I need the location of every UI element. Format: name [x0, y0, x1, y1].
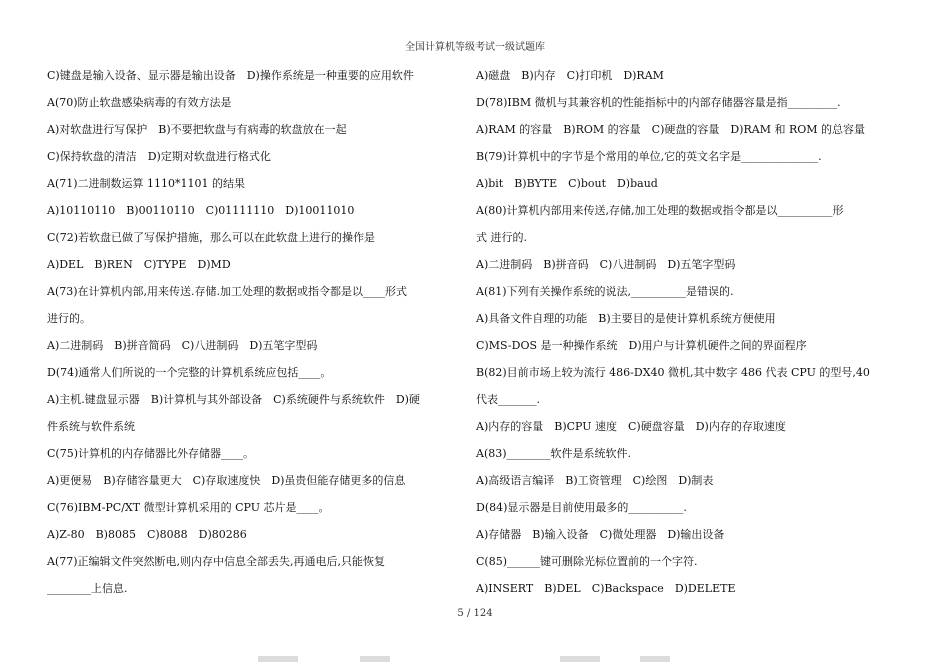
text-line: 进行的。 [47, 312, 91, 325]
text-line: C)键盘是输入设备、显示器是输出设备 D)操作系统是一种重要的应用软件 [47, 69, 414, 82]
left-text-column [47, 62, 462, 602]
text-line: C(85)______键可删除光标位置前的一个字符. [476, 555, 698, 568]
text-line: A)RAM 的容量 B)ROM 的容量 C)硬盘的容量 D)RAM 和 ROM 的总容量 [476, 123, 866, 136]
text-line: C(76)IBM-PC/XT 微型计算机采用的 CPU 芯片是____。 [47, 501, 330, 514]
text-line: A(83)________软件是系统软件. [476, 447, 632, 460]
text-line: D(84)显示器是目前使用最多的__________. [476, 501, 687, 514]
text-line: C)MS-DOS 是一种操作系统 D)用户与计算机硬件之间的界面程序 [476, 339, 807, 352]
text-line: A(70)防止软盘感染病毒的有效方法是 [47, 96, 232, 109]
text-line: 件系统与软件系统 [47, 420, 135, 433]
text-line: C(72)若软盘已做了写保护措施，那么可以在此软盘上进行的操作是 [47, 231, 375, 244]
text-line: A)DEL B)REN C)TYPE D)MD [47, 258, 231, 271]
page-header-title: 全国计算机等级考试一级试题库 [405, 42, 545, 53]
right-text-column [476, 62, 896, 602]
text-line: A(80)计算机内部用来传送,存储,加工处理的数据或指令都是以__________形 [476, 204, 844, 217]
text-line: A)二进制码 B)拼音码 C)八进制码 D)五笔字型码 [476, 258, 736, 271]
text-line: A)更便易 B)存储容量更大 C)存取速度快 D)虽贵但能存储更多的信息 [47, 474, 406, 487]
text-line: 代表_______. [476, 393, 540, 406]
text-line: A)INSERT B)DEL C)Backspace D)DELETE [476, 582, 736, 595]
text-line: A(73)在计算机内部,用来传送.存储.加工处理的数据或指令都是以____形式 [47, 285, 408, 298]
text-line: A(77)正编辑文件突然断电,则内存中信息全部丢失,再通电后,只能恢复 [47, 555, 386, 568]
page-number: 5 / 124 [457, 608, 493, 619]
text-line: A)高级语言编译 B)工资管理 C)绘图 D)制表 [476, 474, 714, 487]
scan-artifact [258, 656, 298, 662]
text-line: B(79)计算机中的字节是个常用的单位,它的英文名字是______________. [476, 150, 822, 163]
text-line: 式 进行的. [476, 231, 527, 244]
text-line: A)存储器 B)输入设备 C)微处理器 D)输出设备 [476, 528, 725, 541]
text-line: A)bit B)BYTE C)bout D)baud [476, 177, 658, 190]
text-line: C)保持软盘的清洁 D)定期对软盘进行格式化 [47, 150, 271, 163]
text-line: D(78)IBM 微机与其兼容机的性能指标中的内部存储器容量是指_________. [476, 96, 841, 109]
text-line: A)Z-80 B)8085 C)8088 D)80286 [47, 528, 247, 541]
text-line: A)主机.键盘显示器 B)计算机与其外部设备 C)系统硬件与系统软件 D)硬 [47, 393, 420, 406]
text-line: A)磁盘 B)内存 C)打印机 D)RAM [476, 69, 664, 82]
text-line: A)对软盘进行写保护 B)不要把软盘与有病毒的软盘放在一起 [47, 123, 347, 136]
text-line: A)二进制码 B)拼音简码 C)八进制码 D)五笔字型码 [47, 339, 318, 352]
text-line: A)内存的容量 B)CPU 速度 C)硬盘容量 D)内存的存取速度 [476, 420, 786, 433]
text-line: A)具备文件自理的功能 B)主要目的是使计算机系统方便使用 [476, 312, 776, 325]
next-page-edge [0, 656, 950, 663]
text-line: A(71)二进制数运算 1110*1101 的结果 [47, 177, 246, 190]
text-line: D(74)通常人们所说的一个完整的计算机系统应包括____。 [47, 366, 332, 379]
text-line: A(81)下列有关操作系统的说法,__________是错误的. [476, 285, 734, 298]
scan-artifact [640, 656, 670, 662]
scan-artifact [360, 656, 390, 662]
text-line: ________上信息. [47, 582, 128, 595]
scan-artifact [560, 656, 600, 662]
text-line: B(82)目前市场上较为流行 486-DX40 微机,其中数字 486 代表 CPU 的型号,40 [476, 366, 870, 379]
text-line: A)10110110 B)00110110 C)01111110 D)10011010 [47, 204, 355, 217]
text-line: C(75)计算机的内存储器比外存储器____。 [47, 447, 254, 460]
